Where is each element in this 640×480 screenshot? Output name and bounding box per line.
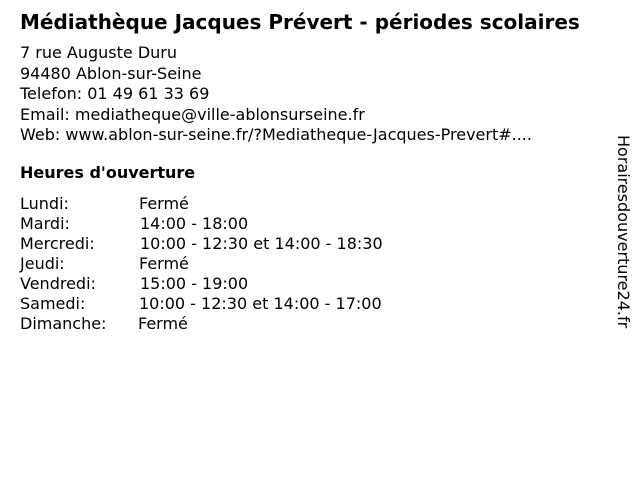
watermark-text: Horairesdouverture24.fr [614, 135, 633, 329]
day-hours: Fermé [139, 254, 189, 273]
address-city: 94480 Ablon-sur-Seine [20, 63, 202, 83]
day-hours: Fermé [138, 314, 188, 333]
day-label: Mardi: [20, 214, 70, 233]
watermark [612, 135, 634, 371]
hours-heading: Heures d'ouverture [20, 163, 196, 182]
day-hours: 10:00 - 12:30 et 14:00 - 18:30 [140, 234, 383, 253]
day-label: Dimanche: [20, 314, 107, 333]
day-label: Jeudi: [20, 254, 65, 273]
page-title: Médiathèque Jacques Prévert - périodes scolaires [20, 10, 580, 34]
address-phone: Telefon: 01 49 61 33 69 [20, 84, 210, 103]
address-email: Email: mediatheque@ville-ablonsurseine.fr [20, 104, 365, 124]
day-hours: 14:00 - 18:00 [140, 214, 249, 233]
day-hours: 10:00 - 12:30 et 14:00 - 17:00 [139, 294, 382, 313]
address-street: 7 rue Auguste Duru [20, 43, 178, 62]
day-label: Samedi: [20, 294, 86, 313]
day-label: Vendredi: [20, 274, 96, 293]
day-label: Lundi: [20, 194, 69, 213]
address-web: Web: www.ablon-sur-seine.fr/?Mediatheque-Jacques-Prevert#.... [20, 125, 532, 144]
day-hours: Fermé [139, 194, 189, 213]
address-block [20, 43, 532, 146]
day-label: Mercredi: [20, 234, 95, 253]
day-hours: 15:00 - 19:00 [140, 274, 249, 293]
